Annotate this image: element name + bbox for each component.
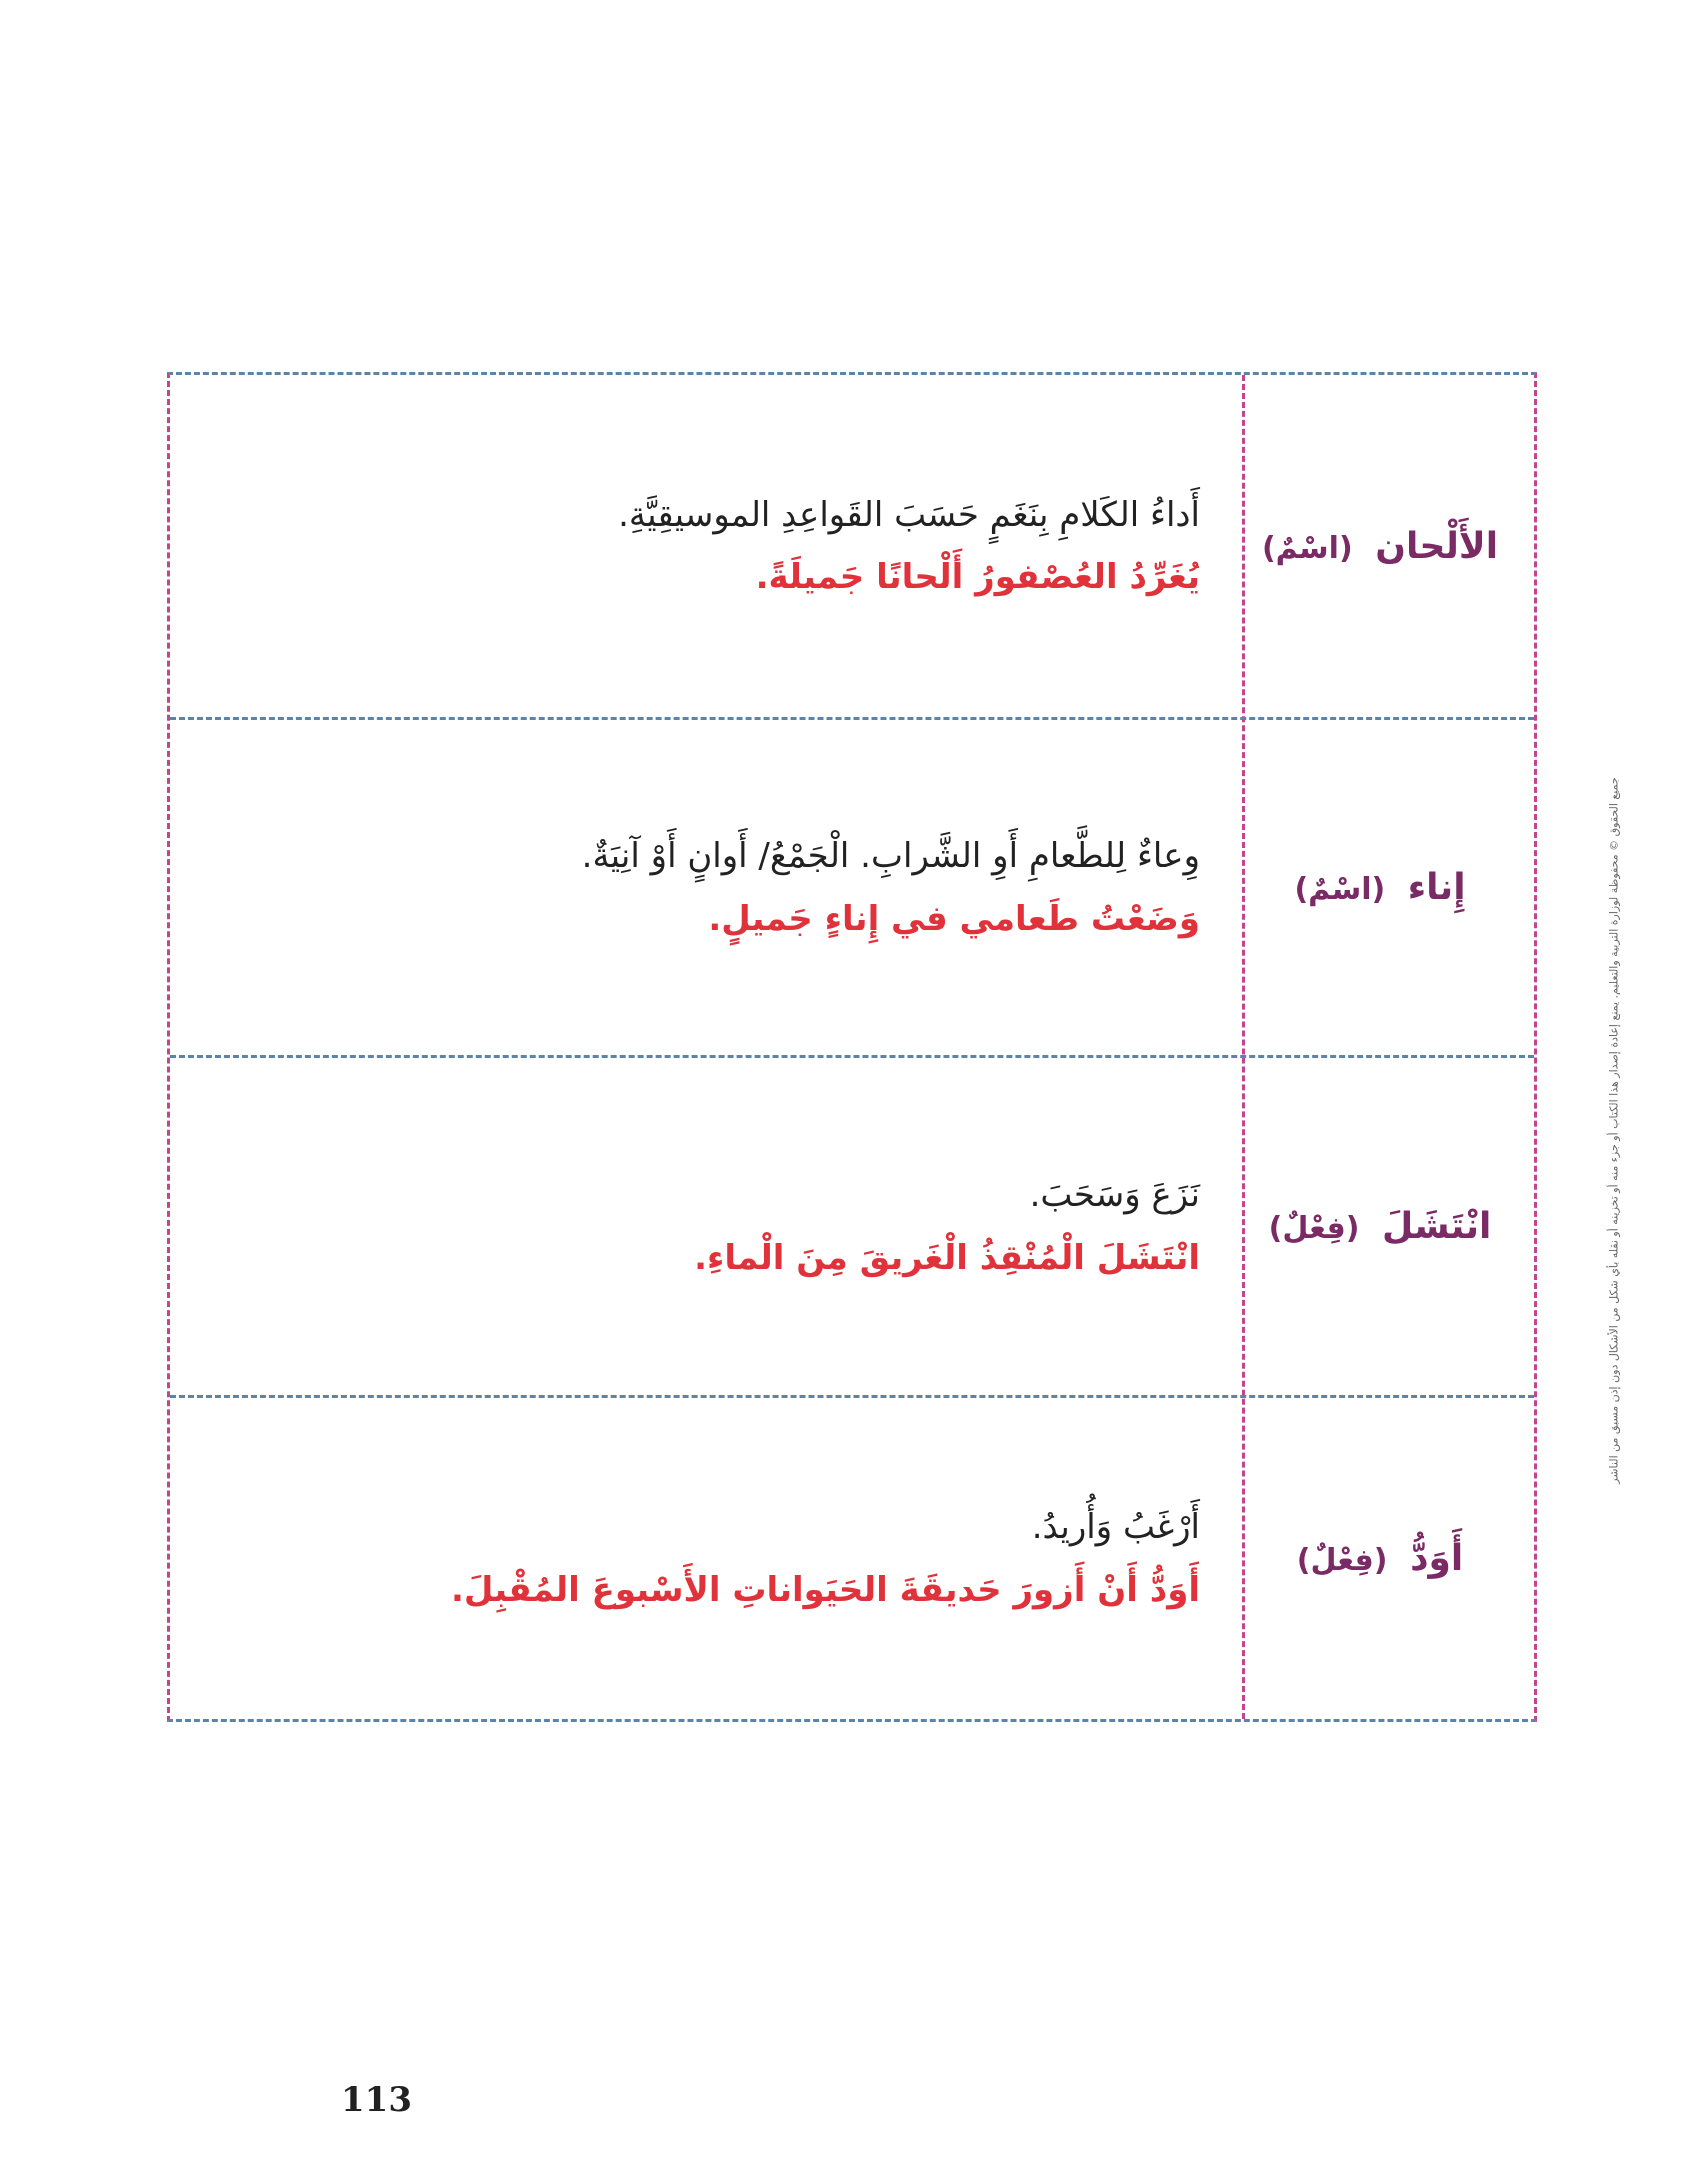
page-number: 113 [341,2080,412,2120]
word-cell [1244,1058,1534,1395]
word-type: (فِعْلٌ) [1296,1543,1388,1578]
definition-cell [170,1058,1240,1395]
definition-text: نَزَعَ وَسَحَبَ. [1029,1175,1200,1216]
word-cell [1244,720,1534,1055]
word-text: إِناء [1407,867,1466,908]
vocab-word [1297,1538,1464,1579]
definition-cell [170,1398,1240,1719]
vocab-word [1294,867,1465,908]
word-text: انْتَشَلَ [1382,1206,1492,1247]
vocab-word [1269,1206,1492,1247]
word-cell [1244,1398,1534,1719]
definition-text: أَرْغَبُ وَأُريدُ. [1031,1507,1200,1548]
vocab-word [1262,526,1498,567]
vocabulary-table [167,372,1537,1722]
example-sentence: أَوَدُّ أَنْ أَزورَ حَديقَةَ الحَيَواناتِ الأَسْبوعَ المُقْبِلَ. [451,1569,1200,1610]
word-text: الأَلْحان [1375,525,1499,567]
word-type: (اسْمٌ) [1294,872,1386,907]
definition-text: وِعاءٌ لِلطَّعامِ أَوِ الشَّرابِ. الْجَمْعُ/ أَوانٍ أَوْ آنِيَةٌ. [581,836,1200,877]
copyright-text: جميع الحقوق © محفوظة لوزارة التربية والتعليم. يمنع إعادة إصدار هذا الكتاب أو جزء منه أو تخزينه أو نقله بأي شكل من الأشكال دون إذن مسبق من الناشر [1607,776,1621,1484]
example-sentence: يُغَرِّدُ العُصْفورُ أَلْحانًا جَميلَةً. [755,557,1200,597]
copyright-side-note [1605,545,1623,1715]
definition-text: أَداءُ الكَلامِ بِنَغَمٍ حَسَبَ القَواعِدِ الموسيقِيَّةِ. [618,494,1200,535]
word-type: (اسْمٌ) [1261,530,1353,566]
word-cell [1244,375,1534,717]
example-sentence: انْتَشَلَ الْمُنْقِذُ الْغَريقَ مِنَ الْماءِ. [694,1237,1200,1278]
word-type: (فِعْلٌ) [1268,1211,1360,1246]
definition-cell [170,375,1240,717]
word-text: أَوَدُّ [1410,1538,1464,1579]
example-sentence: وَضَعْتُ طَعامي في إِناءٍ جَميلٍ. [708,898,1200,939]
definition-cell [170,720,1240,1055]
